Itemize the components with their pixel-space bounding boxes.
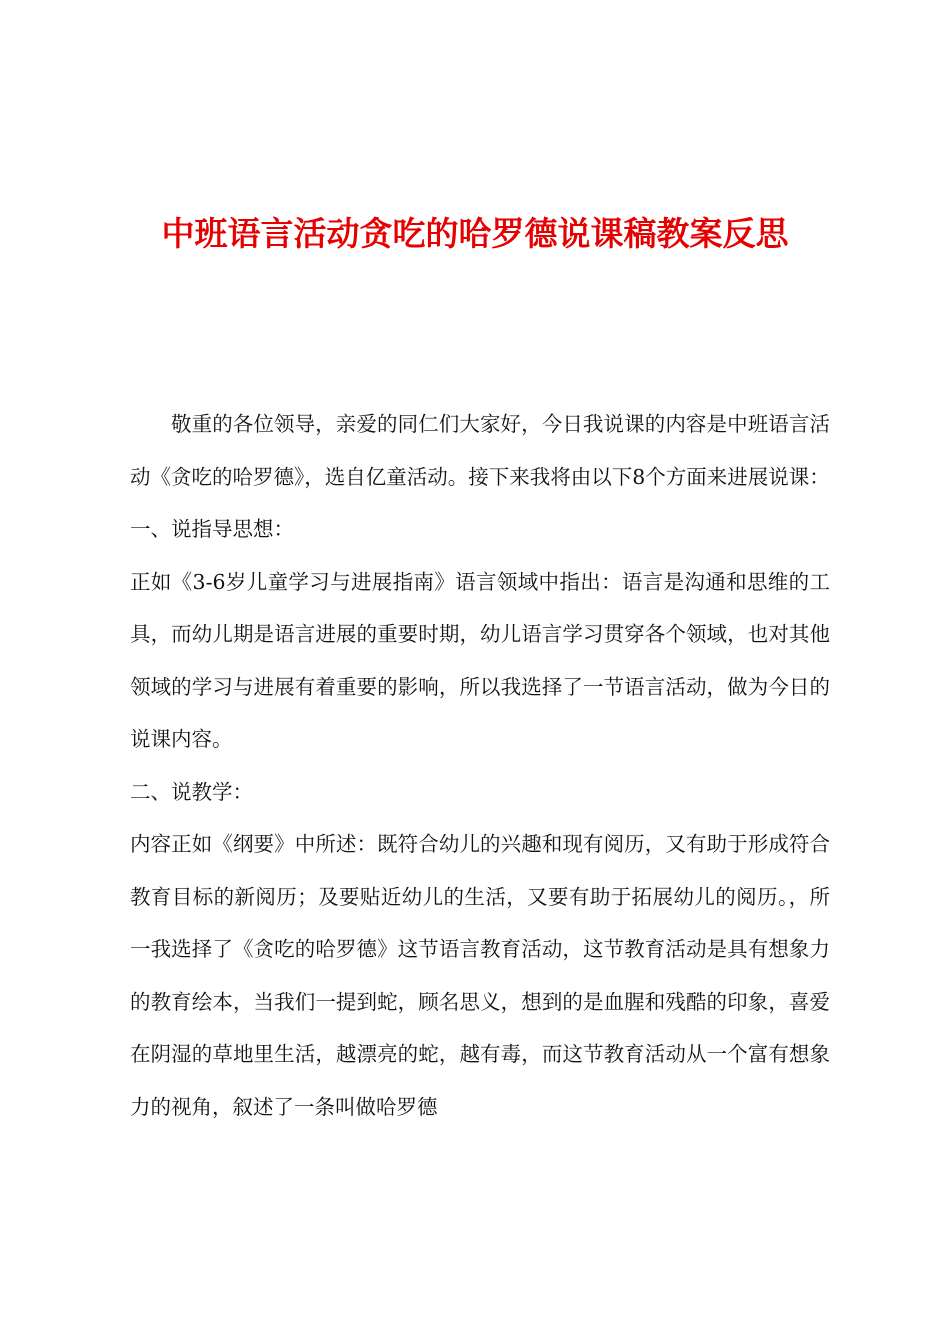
intro-paragraph: 敬重的各位领导，亲爱的同仁们大家好，今日我说课的内容是中班语言活动《贪吃的哈罗德》，选自亿童活动。接下来我将由以下8个方面来进展说课： (130, 412, 830, 489)
section-heading-teaching: 二、说教学： (130, 779, 253, 804)
guiding-thought-paragraph: 正如《3-6岁儿童学习与进展指南》语言领域中指出：语言是沟通和思维的工具，而幼儿期是语言进展的重要时期，幼儿语言学习贯穿各个领域，也对其他领域的学习与进展有着重要的影响，所以我选择了一节语言活动，做为今日的说课内容。 (130, 569, 830, 751)
teaching-content-paragraph: 内容正如《纲要》中所述：既符合幼儿的兴趣和现有阅历，又有助于形成符合教育目标的新阅历；及要贴近幼儿的生活，又要有助于拓展幼儿的阅历。，所一我选择了《贪吃的哈罗德》这节语言教育活动，这节教育活动是具有想象力的教育绘本，当我们一提到蛇，顾名思义，想到的是血腥和残酷的印象，喜爱在阴湿的草地里生活，越漂亮的蛇，越有毒，而这节教育活动从一个富有想象力的视角，叙述了一条叫做哈罗德 (130, 832, 830, 1119)
document-title: 中班语言活动贪吃的哈罗德说课稿教案反思 (161, 214, 789, 253)
section-heading-guiding-thought: 一、说指导思想： (130, 517, 294, 541)
document-body (130, 398, 830, 1133)
